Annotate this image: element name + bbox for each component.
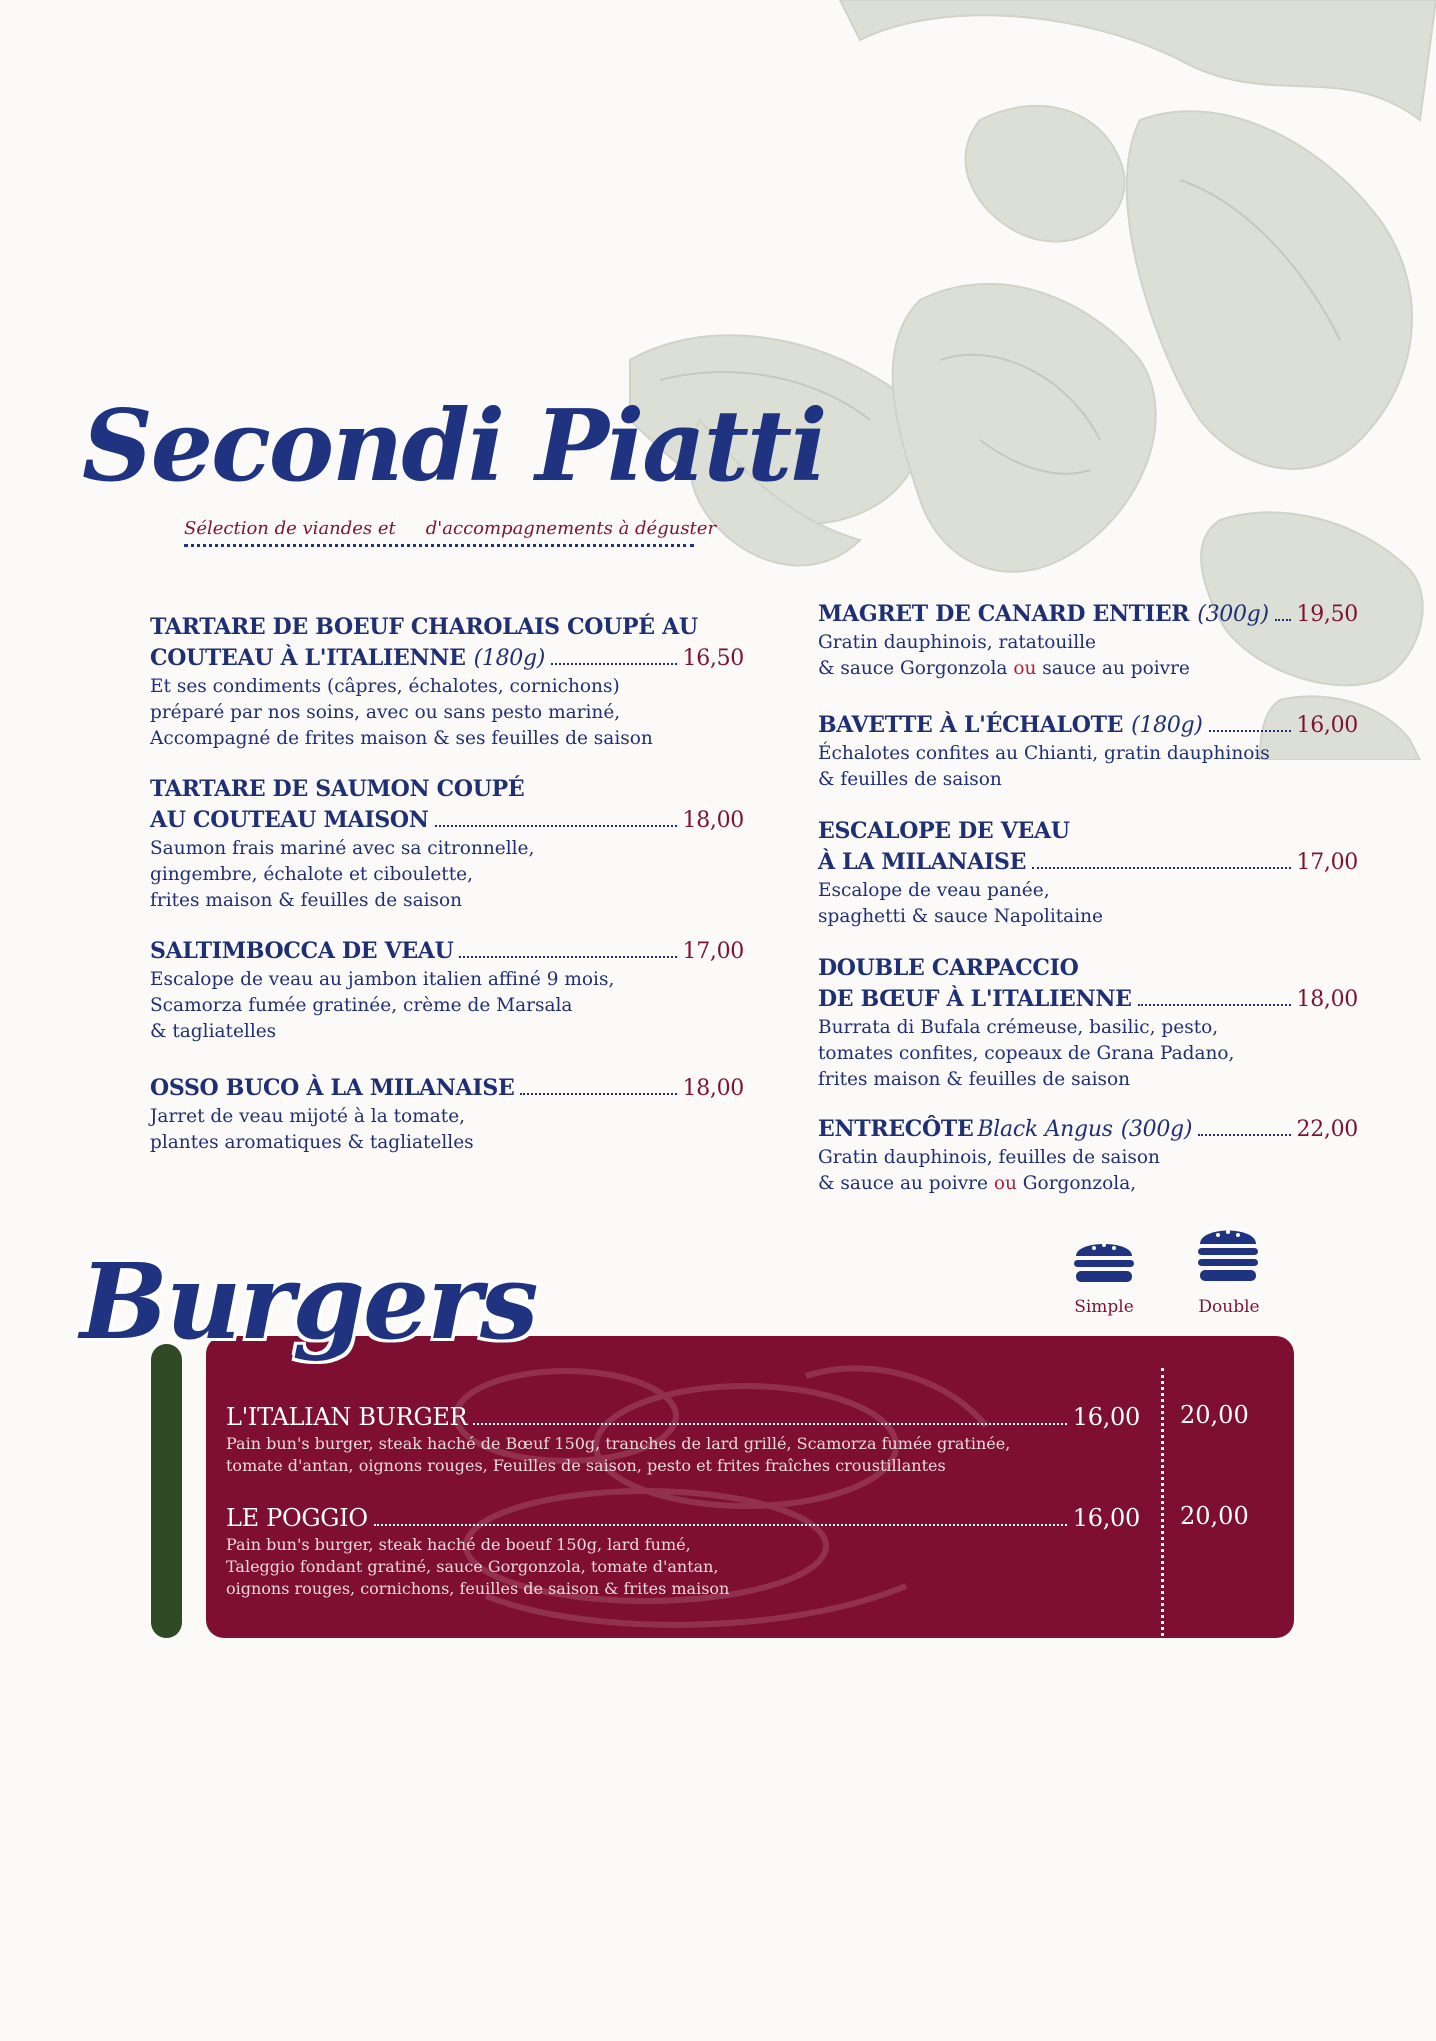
item-price: 18,00 xyxy=(682,808,744,833)
item-price: 18,00 xyxy=(1296,987,1358,1012)
item-title-line xyxy=(818,599,1358,630)
item-title-line1: DOUBLE CARPACCIO xyxy=(818,955,1079,981)
menu-item-bavette xyxy=(818,710,1358,793)
item-title-line xyxy=(226,1401,1140,1433)
item-weight: (180g) xyxy=(473,646,546,671)
item-title-line1: TARTARE DE BOEUF CHAROLAIS COUPÉ AU xyxy=(150,614,698,640)
item-price-simple: 16,00 xyxy=(1072,1403,1140,1431)
item-price: 17,00 xyxy=(1296,850,1358,875)
item-description: Pain bun's burger, steak haché de Bœuf 150g, tranches de lard grillé, Scamorza fumée gratinée, xyxy=(226,1434,1011,1453)
item-price: 16,00 xyxy=(1296,713,1358,738)
item-name: DE BŒUF À L'ITALIENNE xyxy=(818,986,1132,1012)
item-title-line1: ESCALOPE DE VEAU xyxy=(818,818,1070,844)
or-word: ou xyxy=(1013,658,1037,679)
leader-dots xyxy=(1209,730,1291,732)
burger-item-italian xyxy=(226,1401,1140,1477)
item-description xyxy=(818,1171,1358,1197)
subtitle-part2: d'accompagnements à déguster xyxy=(425,518,717,539)
menu-item-tartare-saumon xyxy=(150,774,744,914)
item-description: Escalope de veau panée, xyxy=(818,880,1050,901)
item-description: Accompagné de frites maison & ses feuilles de saison xyxy=(150,728,653,749)
item-title-line xyxy=(150,805,744,836)
leader-dots xyxy=(374,1524,1067,1526)
item-price: 17,00 xyxy=(682,939,744,964)
item-title-line xyxy=(150,1073,744,1104)
leader-dots xyxy=(551,663,676,665)
item-name: L'ITALIAN BURGER xyxy=(226,1403,468,1431)
size-label-simple: Simple xyxy=(1074,1297,1134,1317)
item-description: gingembre, échalote et ciboulette, xyxy=(150,864,473,885)
item-title-line xyxy=(818,984,1358,1015)
item-title-line xyxy=(818,710,1358,741)
item-description: plantes aromatiques & tagliatelles xyxy=(150,1132,474,1153)
item-price: 16,50 xyxy=(682,646,744,671)
item-price-double: 20,00 xyxy=(1180,1401,1249,1429)
burger-double-icon xyxy=(1196,1222,1260,1288)
item-description: préparé par nos soins, avec ou sans pesto mariné, xyxy=(150,702,621,723)
subtitle-part1: Sélection de viandes et xyxy=(184,518,396,539)
size-label-double: Double xyxy=(1198,1297,1260,1317)
item-description: Escalope de veau au jambon italien affiné 9 mois, xyxy=(150,969,615,990)
desc-text: & sauce Gorgonzola xyxy=(818,658,1014,679)
leader-dots xyxy=(520,1093,676,1095)
item-name: MAGRET DE CANARD ENTIER xyxy=(818,601,1190,627)
item-description xyxy=(818,656,1358,682)
item-description: Pain bun's burger, steak haché de boeuf 150g, lard fumé, xyxy=(226,1535,691,1554)
item-price: 22,00 xyxy=(1296,1117,1358,1142)
leader-dots xyxy=(435,825,677,827)
desc-text: sauce au poivre xyxy=(1036,658,1190,679)
item-price-double: 20,00 xyxy=(1180,1502,1249,1530)
item-description: Burrata di Bufala crémeuse, basilic, pesto, xyxy=(818,1017,1219,1038)
item-price: 18,00 xyxy=(682,1076,744,1101)
leader-dots xyxy=(1032,867,1290,869)
item-description: Et ses condiments (câpres, échalotes, cornichons) xyxy=(150,676,620,697)
item-description: frites maison & feuilles de saison xyxy=(818,1069,1131,1090)
item-description: & tagliatelles xyxy=(150,1021,277,1042)
menu-item-saltimbocca xyxy=(150,936,744,1045)
item-name: BAVETTE À L'ÉCHALOTE xyxy=(818,712,1124,738)
green-accent-bar xyxy=(151,1344,182,1638)
item-description: Jarret de veau mijoté à la tomate, xyxy=(150,1106,466,1127)
item-name: COUTEAU À L'ITALIENNE xyxy=(150,645,466,671)
burger-item-poggio xyxy=(226,1502,1140,1600)
burger-simple-icon xyxy=(1072,1234,1136,1286)
item-title-line xyxy=(818,1114,1358,1145)
menu-item-tartare-boeuf xyxy=(150,612,744,752)
section-subtitle xyxy=(184,518,716,539)
item-description: frites maison & feuilles de saison xyxy=(150,890,463,911)
item-description: Scamorza fumée gratinée, crème de Marsala xyxy=(150,995,573,1016)
or-word: ou xyxy=(993,1173,1017,1194)
item-description: Taleggio fondant gratiné, sauce Gorgonzola, tomate d'antan, xyxy=(226,1557,719,1576)
item-description: tomate d'antan, oignons rouges, Feuilles de saison, pesto et frites fraîches croustillantes xyxy=(226,1456,946,1475)
leader-dots xyxy=(459,956,676,958)
menu-item-double-carpaccio xyxy=(818,953,1358,1093)
price-column-divider xyxy=(1161,1368,1164,1636)
item-title-line xyxy=(226,1502,1140,1534)
menu-item-magret xyxy=(818,599,1358,682)
item-title-line xyxy=(150,643,744,674)
item-title-line xyxy=(818,847,1358,878)
menu-item-osso-buco xyxy=(150,1073,744,1156)
item-subname: Black Angus xyxy=(977,1117,1113,1142)
item-weight: (300g) xyxy=(1197,602,1269,627)
menu-item-entrecote xyxy=(818,1114,1358,1197)
subtitle-dotted-divider xyxy=(184,544,694,547)
desc-text: & sauce au poivre xyxy=(818,1173,994,1194)
item-weight: (300g) xyxy=(1120,1117,1193,1142)
menu-item-escalope-milanaise xyxy=(818,816,1358,930)
item-title-line xyxy=(150,936,744,967)
item-weight: (180g) xyxy=(1131,713,1203,738)
item-name: À LA MILANAISE xyxy=(818,849,1027,875)
item-name: SALTIMBOCCA DE VEAU xyxy=(150,938,454,964)
section-title-burgers: Burgers xyxy=(80,1240,537,1363)
item-title-line1: TARTARE DE SAUMON COUPÉ xyxy=(150,776,525,802)
item-description: Gratin dauphinois, feuilles de saison xyxy=(818,1147,1160,1168)
item-name: LE POGGIO xyxy=(226,1504,368,1532)
leader-dots xyxy=(473,1423,1066,1425)
item-description: Saumon frais mariné avec sa citronnelle, xyxy=(150,838,535,859)
section-title-secondi-piatti: Secondi Piatti xyxy=(82,389,826,504)
item-name: AU COUTEAU MAISON xyxy=(150,807,429,833)
leader-dots xyxy=(1198,1134,1290,1136)
item-description: oignons rouges, cornichons, feuilles de saison & frites maison xyxy=(226,1579,730,1598)
item-description: Gratin dauphinois, ratatouille xyxy=(818,632,1097,653)
leader-dots xyxy=(1275,619,1291,621)
item-description: & feuilles de saison xyxy=(818,769,1002,790)
item-name: ENTRECÔTE xyxy=(818,1116,974,1142)
item-description: Échalotes confites au Chianti, gratin dauphinois xyxy=(818,743,1270,764)
item-price: 19,50 xyxy=(1296,602,1358,627)
item-price-simple: 16,00 xyxy=(1072,1504,1140,1532)
leader-dots xyxy=(1138,1004,1291,1006)
item-description: spaghetti & sauce Napolitaine xyxy=(818,906,1103,927)
desc-text: Gorgonzola, xyxy=(1016,1173,1137,1194)
item-description: tomates confites, copeaux de Grana Padano, xyxy=(818,1043,1235,1064)
item-name: OSSO BUCO À LA MILANAISE xyxy=(150,1075,515,1101)
